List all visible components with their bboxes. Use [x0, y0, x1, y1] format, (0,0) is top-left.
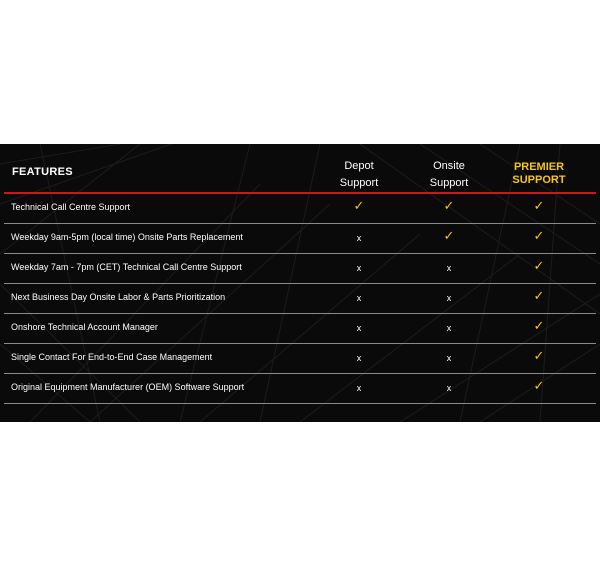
feature-label: Single Contact For End-to-End Case Management — [11, 352, 213, 362]
table-header — [0, 144, 600, 192]
onsite-cross-icon: x — [446, 293, 452, 303]
depot-cross-icon: x — [356, 263, 362, 273]
feature-label: Weekday 9am-5pm (local time) Onsite Parts Replacement — [11, 232, 243, 242]
depot-cross-icon: x — [356, 233, 362, 243]
table-row — [4, 254, 596, 284]
table-row — [4, 194, 596, 224]
table-row — [4, 344, 596, 374]
depot-cross-icon: x — [356, 353, 362, 363]
feature-label: Next Business Day Onsite Labor & Parts Prioritization — [11, 292, 226, 302]
support-comparison-panel — [0, 144, 600, 422]
feature-label: Technical Call Centre Support — [11, 202, 131, 212]
feature-label: Onshore Technical Account Manager — [11, 322, 158, 332]
depot-cross-icon: x — [356, 293, 362, 303]
column-header-depot — [324, 158, 394, 192]
premier-check-icon: ✓ — [533, 198, 545, 213]
table-row — [4, 284, 596, 314]
onsite-check-icon: ✓ — [443, 228, 455, 243]
column-header-depot-line1: Depot — [344, 160, 374, 172]
onsite-cross-icon: x — [446, 353, 452, 363]
premier-check-icon: ✓ — [533, 348, 545, 363]
table-row — [4, 374, 596, 404]
column-header-onsite-line2: Support — [429, 177, 469, 189]
onsite-check-icon: ✓ — [443, 198, 455, 213]
column-header-premier-line2: SUPPORT — [512, 174, 566, 186]
column-header-depot-line2: Support — [339, 177, 379, 189]
column-header-onsite-line1: Onsite — [433, 160, 465, 172]
depot-cross-icon: x — [356, 383, 362, 393]
onsite-cross-icon: x — [446, 263, 452, 273]
feature-label: Weekday 7am - 7pm (CET) Technical Call Centre Support — [11, 262, 242, 272]
premier-check-icon: ✓ — [533, 228, 545, 243]
table-row — [4, 224, 596, 254]
premier-check-icon: ✓ — [533, 378, 545, 393]
depot-cross-icon: x — [356, 323, 362, 333]
premier-check-icon: ✓ — [533, 288, 545, 303]
feature-label: Original Equipment Manufacturer (OEM) Software Support — [11, 382, 245, 392]
onsite-cross-icon: x — [446, 323, 452, 333]
column-header-premier-line1: PREMIER — [513, 161, 565, 173]
features-heading: FEATURES — [12, 166, 73, 178]
column-header-premier — [504, 161, 574, 187]
premier-check-icon: ✓ — [533, 258, 545, 273]
column-header-onsite — [414, 158, 484, 192]
table-row — [4, 314, 596, 344]
premier-check-icon: ✓ — [533, 318, 545, 333]
onsite-cross-icon: x — [446, 383, 452, 393]
depot-check-icon: ✓ — [353, 198, 365, 213]
